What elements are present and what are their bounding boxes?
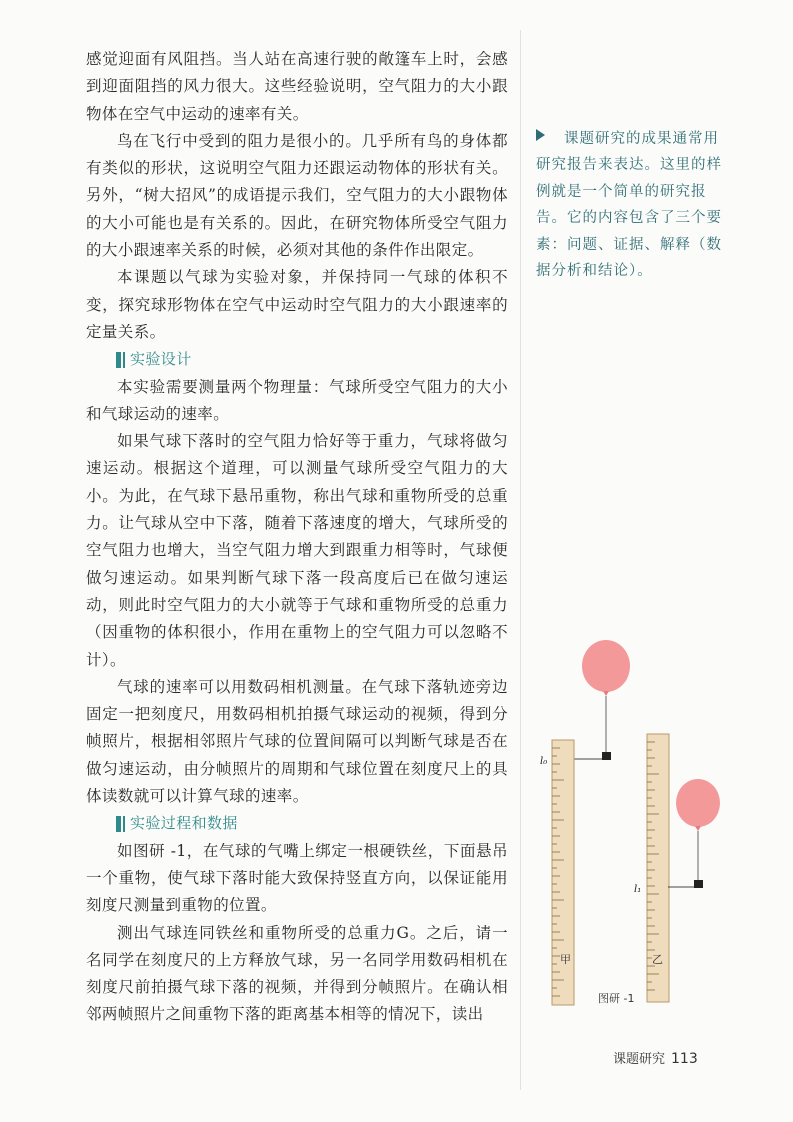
paragraph: 鸟在飞行中受到的阻力是很小的。几乎所有鸟的身体都有类似的形状，这说明空气阻力还跟运动物体的形状有关。另外，“树大招风”的成语提示我们，空气阻力的大小跟物体的大小可能也是有关系的。因此，在研究物体所受空气阻力的大小跟速率关系的时候，必须对其他的条件作出限定。 [86,131,508,260]
weight-a [602,752,611,760]
triangle-marker-icon [536,129,545,141]
main-text-column [86,46,508,1029]
heading-bar-icon [123,352,125,368]
label-l0: l₀ [540,756,548,767]
section-heading-design [86,346,508,373]
paragraph: 感觉迎面有风阻挡。当人站在高速行驶的敞篷车上时，会感到迎面阻挡的风力很大。这些经验说明，空气阻力的大小跟物体在空气中运动的速率有关。 [86,50,508,123]
label-yi: 乙 [652,953,663,966]
label-l1: l₁ [634,884,642,895]
figure-caption: 图研 -1 [598,992,635,1005]
footer-section-label: 课题研究 [613,1052,666,1067]
weight-b [694,880,703,888]
paragraph: 本实验需要测量两个物理量：气球所受空气阻力的大小和气球运动的速率。 [86,377,508,423]
label-jia: 甲 [560,953,571,966]
balloon-b [676,779,720,827]
page-footer [613,1048,698,1067]
balloon-b-knot [695,826,701,831]
paragraph: 如图研 -1，在气球的气嘴上绑定一根硬铁丝，下面悬吊一个重物，使气球下落时能大致保持竖直方向，以保证能用刻度尺测量到重物的位置。 [86,841,508,915]
heading-bar-icon [123,816,125,832]
balloon-a-knot [603,691,609,696]
column-divider [520,30,521,1090]
paragraph: 测出气球连同铁丝和重物所受的总重力G。之后，请一名同学在刻度尺的上方释放气球，另一名同学用数码相机在刻度尺前拍摄气球下落的视频，并得到分帧照片。在确认相邻两帧照片之间重物下落的距离基本相等的情况下，读出 [86,923,508,1024]
balloon-a [582,640,630,692]
page-number: 113 [671,1051,698,1067]
paragraph: 如果气球下落时的空气阻力恰好等于重力，气球将做匀速运动。根据这个道理，可以测量气球所受空气阻力的大小。为此，在气球下悬吊重物，称出气球和重物所受的总重力。让气球从空中下落，随着下落速度的增大，气球所受的空气阻力也增大，当空气阻力增大到跟重力相等时，气球便做匀速运动。如果判断气球下落一段高度后已在做匀速运动，则此时空气阻力的大小就等于气球和重物所受的总重力（因重物的体积很小，作用在重物上的空气阻力可以忽略不计）。 [86,432,508,669]
figure-balloon-ruler [540,630,740,1010]
margin-note [536,126,734,284]
section-heading-text: 实验过程和数据 [130,814,238,833]
heading-bar-icon [116,816,121,832]
paragraph: 本课题以气球为实验对象，并保持同一气球的体积不变，探究球形物体在空气中运动时空气阻力的大小跟速率的定量关系。 [86,268,508,341]
margin-note-text: 课题研究的成果通常用研究报告来表达。这里的样例就是一个简单的研究报告。它的内容包含了三个要素：问题、证据、解释（数据分析和结论）。 [536,131,722,280]
paragraph: 气球的速率可以用数码相机测量。在气球下落轨迹旁边固定一把刻度尺，用数码相机拍摄气球运动的视频，得到分帧照片，根据相邻照片气球的位置间隔可以判断气球是否在做匀速运动，由分帧照片的周期和气球位置在刻度尺上的具体读数就可以计算气球的速率。 [86,677,508,806]
section-heading-text: 实验设计 [130,350,192,369]
heading-bar-icon [116,352,121,368]
section-heading-procedure [86,810,508,837]
